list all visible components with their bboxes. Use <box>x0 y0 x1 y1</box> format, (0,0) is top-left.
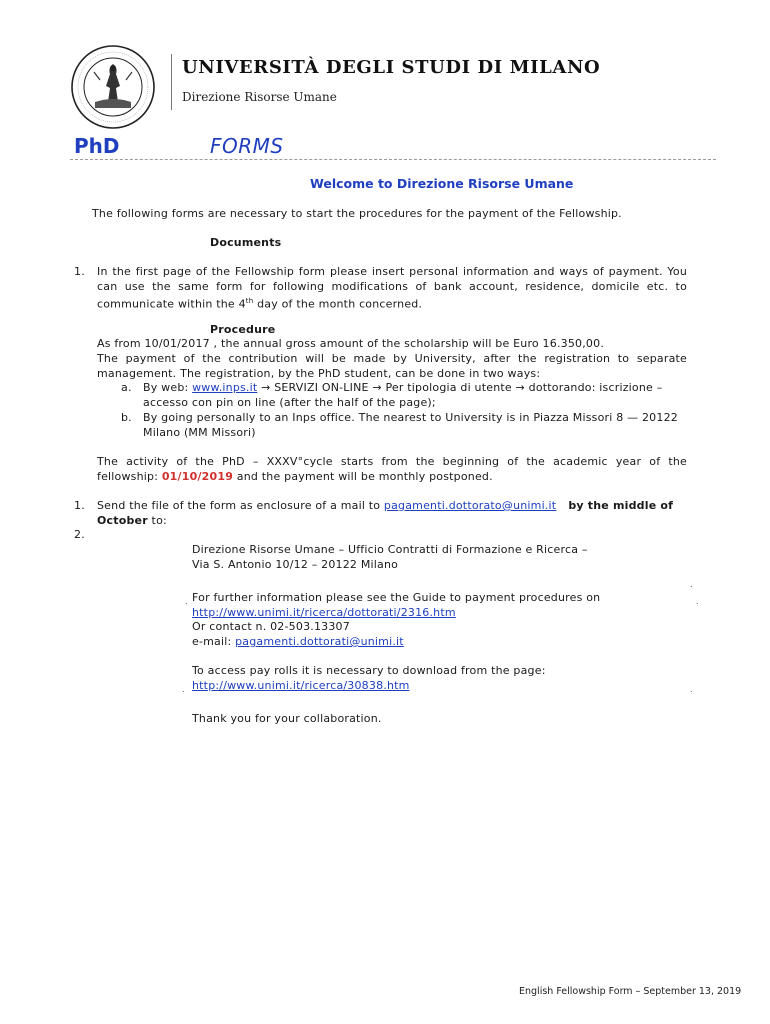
scan-mark: . <box>690 685 693 694</box>
activity-line-2: fellowship: 01/10/2019 and the payment will be monthly postponed. <box>97 470 493 483</box>
documents-heading: Documents <box>210 236 282 249</box>
university-seal-logo <box>70 44 156 130</box>
start-date: 01/10/2019 <box>161 470 234 483</box>
pagamenti-dottorato-email-link[interactable]: pagamenti.dottorato@unimi.it <box>383 499 557 512</box>
procedure-b-line-2: Milano (MM Missori) <box>143 426 256 439</box>
welcome-heading: Welcome to Direzione Risorse Umane <box>310 176 574 191</box>
procedure-line-3: management. The registration, by the PhD student, can be done in two ways: <box>97 367 541 380</box>
address-line-1: Direzione Risorse Umane – Ufficio Contratti di Formazione e Ricerca – <box>192 543 588 556</box>
payrolls-line-1: To access pay rolls it is necessary to download from the page: <box>192 664 546 677</box>
dottorati-guide-link[interactable]: http://www.unimi.it/ricerca/dottorati/2316.htm <box>192 606 456 619</box>
info-line-1: For further information please see the Guide to payment procedures on <box>192 591 601 604</box>
info-contact: Or contact n. 02-503.13307 <box>192 620 350 633</box>
payrolls-link[interactable]: http://www.unimi.it/ricerca/30838.htm <box>192 679 410 692</box>
scan-mark: . <box>185 597 188 606</box>
send-line-2: October to: <box>97 514 167 527</box>
footer-text: English Fellowship Form – September 13, 2019 <box>519 986 742 997</box>
info-email-line: e-mail: pagamenti.dottorati@unimi.it <box>192 635 404 648</box>
procedure-a-line-1: By web: www.inps.it → SERVIZI ON-LINE → Per tipologia di utente → dottorando: iscrizione – <box>143 381 663 394</box>
activity-line-1: The activity of the PhD – XXXV°cycle starts from the beginning of the academic year of the <box>97 455 687 468</box>
info-link-line <box>192 605 456 620</box>
pagamenti-dottorati-email-link[interactable]: pagamenti.dottorati@unimi.it <box>235 635 404 648</box>
send-item-number-1: 1. <box>74 499 85 512</box>
procedure-a-label: a. <box>121 381 132 394</box>
title-divider <box>70 159 716 160</box>
documents-line-2: can use the same form for following modifications of bank account, residence, domicile etc. to <box>97 280 687 293</box>
university-name: UNIVERSITÀ DEGLI STUDI DI MILANO <box>182 57 601 78</box>
thanks-text: Thank you for your collaboration. <box>192 712 382 725</box>
send-item-number-2: 2. <box>74 528 85 541</box>
procedure-a-line-2: accesso con pin on line (after the half of the page); <box>143 396 436 409</box>
payrolls-link-line <box>192 678 410 693</box>
procedure-line-2: The payment of the contribution will be made by University, after the registration to separate <box>97 352 687 365</box>
scan-mark: . <box>690 580 693 589</box>
procedure-b-label: b. <box>121 411 132 424</box>
documents-line-1: In the first page of the Fellowship form please insert personal information and ways of payment. You <box>97 265 687 278</box>
documents-line-3: communicate within the 4th day of the month concerned. <box>97 297 423 311</box>
address-line-2: Via S. Antonio 10/12 – 20122 Milano <box>192 558 399 571</box>
procedure-line-1: As from 10/01/2017 , the annual gross amount of the scholarship will be Euro 16.350,00. <box>97 337 605 350</box>
send-line-1: Send the file of the form as enclosure of a mail to pagamenti.dottorato@unimi.it by the middle of <box>97 499 674 512</box>
intro-text: The following forms are necessary to start the procedures for the payment of the Fellowship. <box>92 207 622 220</box>
title-forms: FORMS <box>210 134 284 158</box>
procedure-b-line-1: By going personally to an Inps office. The nearest to University is in Piazza Missori 8 — 20122 <box>143 411 678 424</box>
scan-mark: . <box>696 597 699 606</box>
department-name: Direzione Risorse Umane <box>182 90 337 104</box>
scan-mark: . <box>182 685 185 694</box>
title-phd: PhD <box>74 134 120 158</box>
inps-link[interactable]: www.inps.it <box>192 381 258 394</box>
documents-item-number: 1. <box>74 265 85 278</box>
header-divider <box>171 54 172 110</box>
procedure-heading: Procedure <box>210 323 276 336</box>
